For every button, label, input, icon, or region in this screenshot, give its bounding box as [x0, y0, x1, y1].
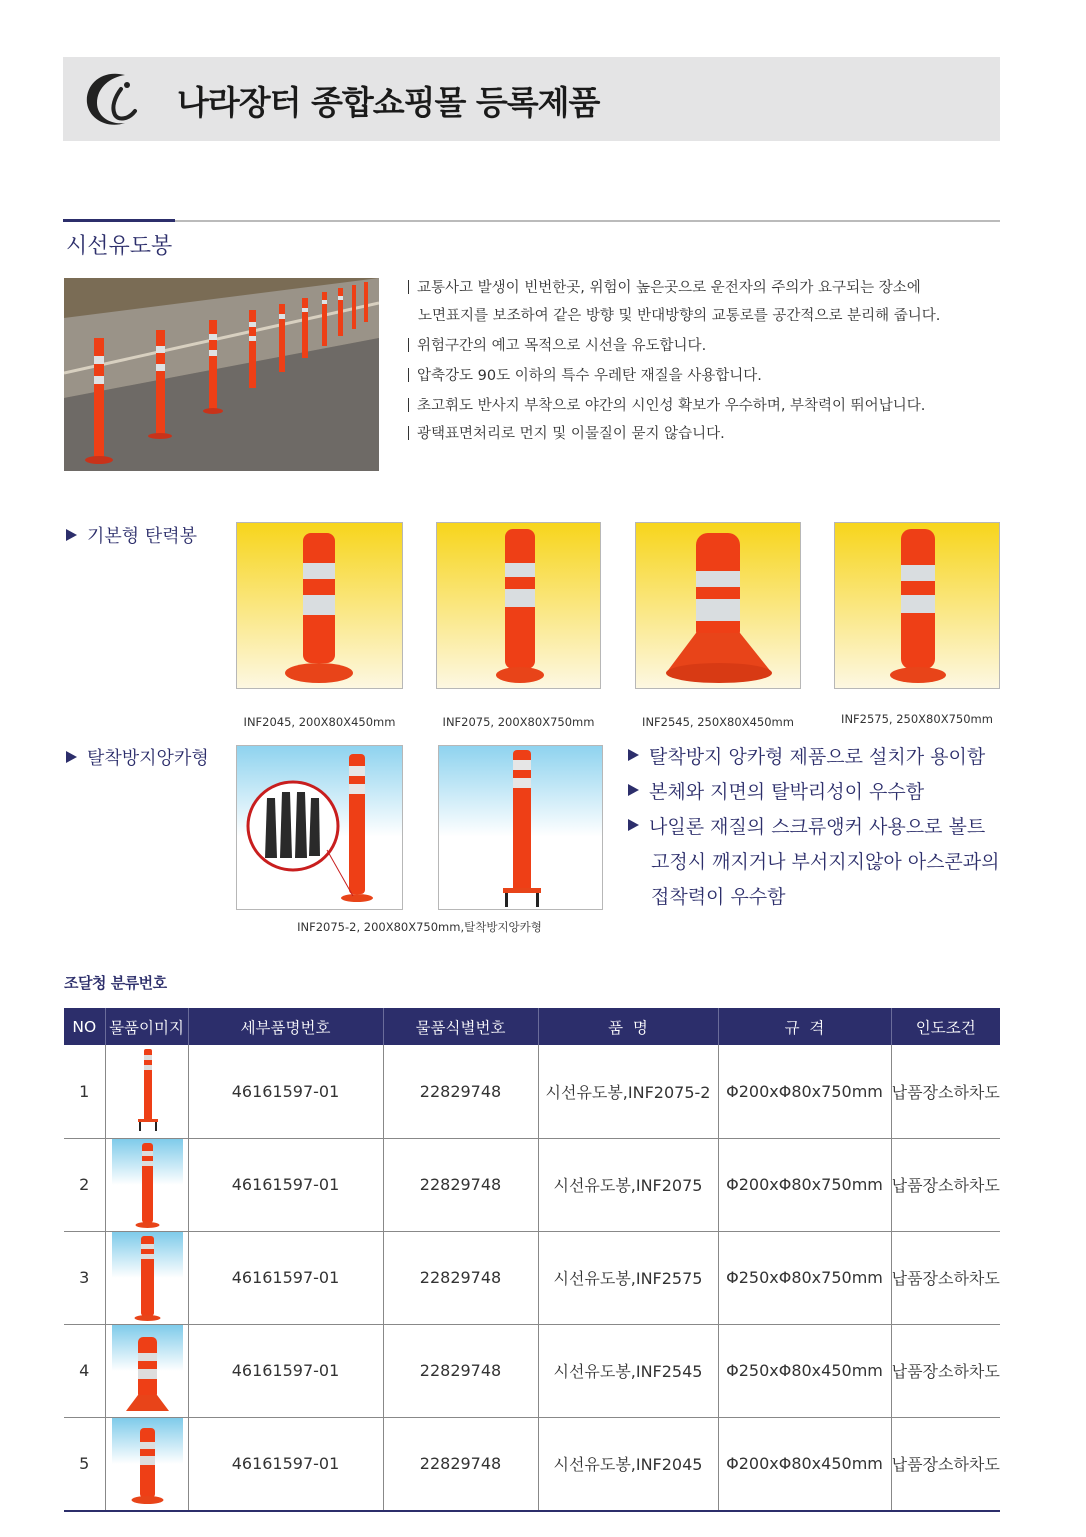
- product-image-inf2545: [635, 522, 801, 689]
- cell-name: 시선유도봉,INF2075-2: [538, 1045, 718, 1138]
- desc-line: 압축강도 90도 이하의 특수 우레탄 재질을 사용합니다.: [408, 362, 1008, 390]
- table-row: [64, 1045, 1000, 1138]
- triangle-bullet-icon: [66, 751, 77, 763]
- col-header-item-id: 물품식별번호: [383, 1008, 538, 1045]
- cell-delivery: 납품장소하차도: [891, 1231, 1000, 1324]
- cell-no: 3: [64, 1231, 105, 1324]
- cell-delivery: 납품장소하차도: [891, 1138, 1000, 1231]
- col-header-no: NO: [64, 1008, 105, 1045]
- anchor-features: [628, 740, 1048, 915]
- anchor-type-label: 탈착방지앙카형: [66, 744, 209, 770]
- cell-no: 1: [64, 1045, 105, 1138]
- cell-item-id: 22829748: [383, 1231, 538, 1324]
- table-row: [64, 1138, 1000, 1231]
- feature-line: 접착력이 우수함: [651, 886, 786, 908]
- table-header-row: [64, 1008, 1000, 1045]
- caption-inf2075: INF2075, 200X80X750mm: [442, 715, 595, 729]
- cell-image: [105, 1138, 188, 1231]
- cell-item-id: 22829748: [383, 1324, 538, 1417]
- product-image-inf2045: [236, 522, 403, 689]
- page-header: [63, 57, 1000, 141]
- desc-line: 초고휘도 반사지 부착으로 야간의 시인성 확보가 우수하며, 부착력이 뛰어납니다.: [408, 392, 1008, 420]
- col-header-spec: 규 격: [718, 1008, 891, 1045]
- feature-line: 나일론 재질의 스크류앵커 사용으로 볼트: [628, 810, 1048, 845]
- cell-no: 4: [64, 1324, 105, 1417]
- product-image-inf2075-2: [438, 745, 603, 910]
- col-header-name: 품 명: [538, 1008, 718, 1045]
- product-image-inf2075: [436, 522, 601, 689]
- caption-inf2575: INF2575, 250X80X750mm: [841, 712, 993, 726]
- cell-detail-number: 46161597-01: [188, 1324, 383, 1417]
- cell-image: [105, 1417, 188, 1511]
- product-thumbnail: [106, 1045, 189, 1137]
- cell-image: [105, 1231, 188, 1324]
- col-header-delivery: 인도조건: [891, 1008, 1000, 1045]
- caption-inf2545: INF2545, 250X80X450mm: [642, 715, 794, 729]
- cell-no: 2: [64, 1138, 105, 1231]
- product-thumbnail: [106, 1418, 189, 1510]
- product-description: [408, 274, 1008, 448]
- classification-table: [64, 1008, 1000, 1512]
- feature-line: 본체와 지면의 탈박리성이 우수함: [628, 775, 1048, 810]
- basic-type-label: 기본형 탄력봉: [66, 522, 197, 548]
- desc-line: 교통사고 발생이 빈번한곳, 위험이 높은곳으로 운전자의 주의가 요구되는 장소에: [408, 274, 1008, 302]
- cell-image: [105, 1045, 188, 1138]
- cell-delivery: 납품장소하차도: [891, 1045, 1000, 1138]
- cell-name: 시선유도봉,INF2045: [538, 1417, 718, 1511]
- nara-logo-icon: [81, 67, 147, 133]
- cell-name: 시선유도봉,INF2545: [538, 1324, 718, 1417]
- caption-inf2075-2: INF2075-2, 200X80X750mm,탈착방지앙카형: [297, 920, 542, 934]
- cell-detail-number: 46161597-01: [188, 1417, 383, 1511]
- cell-spec: Φ200xΦ80x750mm: [718, 1045, 891, 1138]
- product-image-anchor-detail: [236, 745, 403, 910]
- table-row: [64, 1417, 1000, 1511]
- page-title: 나라장터 종합쇼핑몰 등록제품: [177, 83, 600, 122]
- feature-line: 고정시 깨지거나 부서지지않아 아스콘과의: [651, 851, 1000, 873]
- cell-spec: Φ200xΦ80x450mm: [718, 1417, 891, 1511]
- cell-image: [105, 1324, 188, 1417]
- col-header-detail-number: 세부품명번호: [188, 1008, 383, 1045]
- cell-name: 시선유도봉,INF2575: [538, 1231, 718, 1324]
- col-header-image: 물품이미지: [105, 1008, 188, 1045]
- cell-detail-number: 46161597-01: [188, 1231, 383, 1324]
- desc-line: 노면표지를 보조하여 같은 방향 및 반대방향의 교통로를 공간적으로 분리해 줍니다.: [418, 308, 941, 324]
- desc-line: 위험구간의 예고 목적으로 시선을 유도합니다.: [408, 332, 1008, 360]
- cell-delivery: 납품장소하차도: [891, 1324, 1000, 1417]
- product-image-inf2575: [834, 522, 1000, 689]
- table-row: [64, 1231, 1000, 1324]
- caption-inf2045: INF2045, 200X80X450mm: [243, 715, 396, 729]
- cell-delivery: 납품장소하차도: [891, 1417, 1000, 1511]
- cell-name: 시선유도봉,INF2075: [538, 1138, 718, 1231]
- cell-detail-number: 46161597-01: [188, 1045, 383, 1138]
- cell-detail-number: 46161597-01: [188, 1138, 383, 1231]
- section-title: 시선유도봉: [66, 234, 173, 259]
- cell-item-id: 22829748: [383, 1417, 538, 1511]
- cell-item-id: 22829748: [383, 1045, 538, 1138]
- section-divider: [63, 220, 1000, 222]
- cell-spec: Φ250xΦ80x750mm: [718, 1231, 891, 1324]
- product-thumbnail: [106, 1232, 189, 1324]
- cell-item-id: 22829748: [383, 1138, 538, 1231]
- triangle-bullet-icon: [66, 529, 77, 541]
- cell-spec: Φ250xΦ80x450mm: [718, 1324, 891, 1417]
- cell-spec: Φ200xΦ80x750mm: [718, 1138, 891, 1231]
- table-title: 조달청 분류번호: [64, 974, 167, 992]
- product-thumbnail: [106, 1325, 189, 1417]
- desc-line: 광택표면처리로 먼지 및 이물질이 묻지 않습니다.: [408, 420, 1008, 448]
- table-row: [64, 1324, 1000, 1417]
- section-divider-accent: [63, 219, 175, 222]
- cell-no: 5: [64, 1417, 105, 1511]
- product-thumbnail: [106, 1139, 189, 1231]
- feature-line: 탈착방지 앙카형 제품으로 설치가 용이함: [628, 740, 1048, 775]
- road-photo: [64, 278, 379, 471]
